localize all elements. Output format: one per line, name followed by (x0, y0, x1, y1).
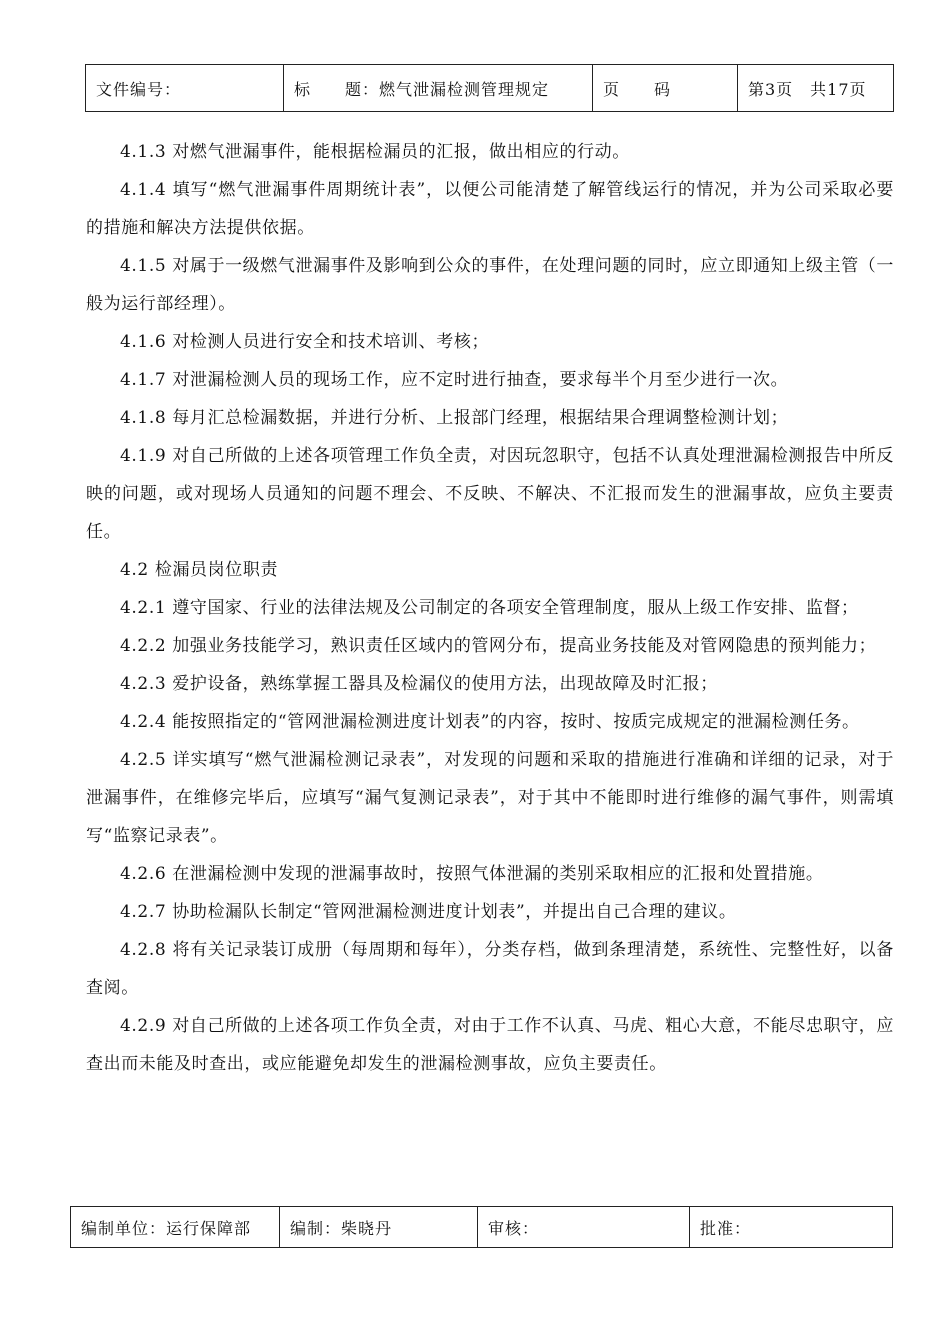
clause-4-2-4: 4.2.4 能按照指定的“管网泄漏检测进度计划表”的内容，按时、按质完成规定的泄漏检测任务。 (120, 712, 860, 732)
document-footer-table (70, 1206, 893, 1248)
clause-4-1-6: 4.1.6 对检测人员进行安全和技术培训、考核； (120, 332, 490, 352)
clause-4-1-3: 4.1.3 对燃气泄漏事件，能根据检漏员的汇报，做出相应的行动。 (120, 142, 630, 162)
document-body (86, 133, 894, 1083)
clause-4-2-8: 4.2.8 将有关记录装订成册（每周期和每年），分类存档，做到条理清楚，系统性、完整性好，以备查阅。 (86, 940, 894, 998)
reviewed-by: 审核： (478, 1207, 690, 1248)
doc-title: 标 题：燃气泄漏检测管理规定 (284, 65, 593, 112)
clause-4-2-1: 4.2.1 遵守国家、行业的法律法规及公司制定的各项安全管理制度，服从上级工作安排、监督； (120, 598, 859, 618)
section-heading-4-2: 4.2 检漏员岗位职责 (120, 560, 279, 580)
page-number-label: 页 码 (593, 65, 738, 112)
clause-4-1-8: 4.1.8 每月汇总检漏数据，并进行分析、上报部门经理，根据结果合理调整检测计划； (120, 408, 789, 428)
clause-4-1-7: 4.1.7 对泄漏检测人员的现场工作，应不定时进行抽查，要求每半个月至少进行一次。 (120, 370, 789, 390)
clause-4-2-3: 4.2.3 爱护设备，熟练掌握工器具及检漏仪的使用方法，出现故障及时汇报； (120, 674, 718, 694)
clause-4-1-4: 4.1.4 填写“燃气泄漏事件周期统计表”，以便公司能清楚了解管线运行的情况，并为公司采取必要的措施和解决方法提供依据。 (86, 180, 894, 238)
document-header-table (85, 64, 894, 112)
clause-4-2-9: 4.2.9 对自己所做的上述各项工作负全责，对由于工作不认真、马虎、粗心大意，不能尽忠职守，应查出而未能及时查出，或应能避免却发生的泄漏检测事故，应负主要责任。 (86, 1016, 894, 1074)
compiled-by: 编制：柴晓丹 (280, 1207, 478, 1248)
compiling-unit: 编制单位：运行保障部 (71, 1207, 280, 1248)
clause-4-1-5: 4.1.5 对属于一级燃气泄漏事件及影响到公众的事件，在处理问题的同时，应立即通知上级主管（一般为运行部经理）。 (86, 256, 894, 314)
clause-4-2-5: 4.2.5 详实填写“燃气泄漏检测记录表”，对发现的问题和采取的措施进行准确和详细的记录，对于泄漏事件，在维修完毕后，应填写“漏气复测记录表”，对于其中不能即时进行维修的漏气事件，则需填写“监察记录表”。 (86, 750, 894, 846)
clause-4-2-2: 4.2.2 加强业务技能学习，熟识责任区域内的管网分布，提高业务技能及对管网隐患的预判能力； (120, 636, 877, 656)
clause-4-2-6: 4.2.6 在泄漏检测中发现的泄漏事故时，按照气体泄漏的类别采取相应的汇报和处置措施。 (120, 864, 824, 884)
clause-4-1-9: 4.1.9 对自己所做的上述各项管理工作负全责，对因玩忽职守，包括不认真处理泄漏检测报告中所反映的问题，或对现场人员通知的问题不理会、不反映、不解决、不汇报而发生的泄漏事故，应负主要责任。 (86, 446, 894, 542)
doc-number-label: 文件编号： (86, 65, 284, 112)
clause-4-2-7: 4.2.7 协助检漏队长制定“管网泄漏检测进度计划表”，并提出自己合理的建议。 (120, 902, 737, 922)
page-number-value: 第3页 共17页 (738, 65, 894, 112)
approved-by: 批准： (690, 1207, 893, 1248)
